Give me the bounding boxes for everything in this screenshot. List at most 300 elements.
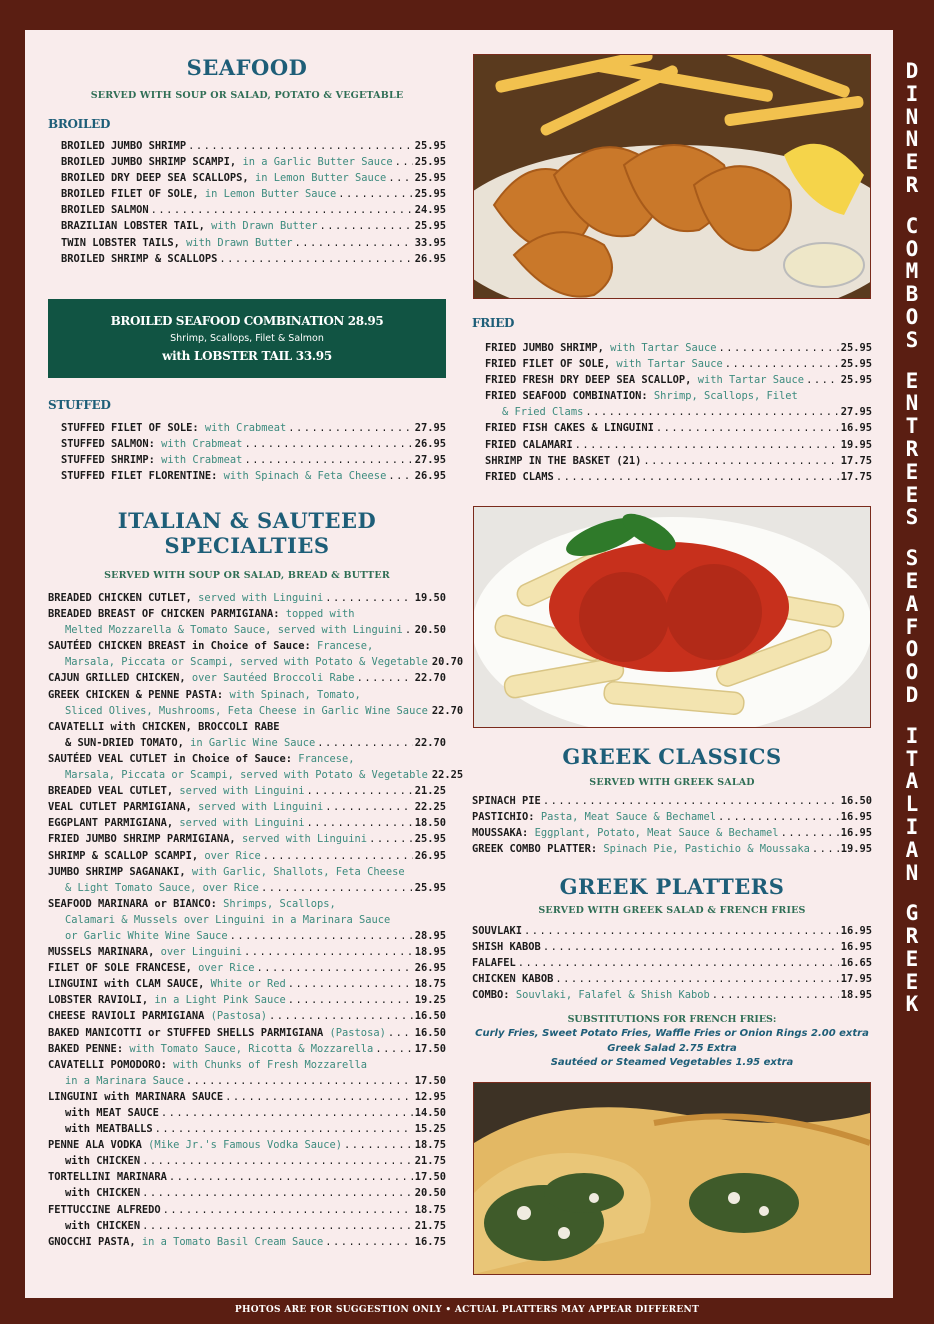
menu-item-text: [65, 880, 259, 896]
menu-item-text: [65, 912, 390, 928]
menu-item: [48, 622, 446, 638]
menu-item: [61, 420, 446, 436]
menu-item: [472, 793, 872, 809]
menu-item-name: PENNE ALA VODKA: [48, 1139, 142, 1152]
substitutions-line3: Sautéed or Steamed Vegetables 1.95 extra: [550, 1057, 794, 1068]
menu-item-text: [48, 1057, 367, 1073]
broiled-combo-box: [48, 299, 446, 378]
menu-item-name: LINGUINI with MARINARA SAUCE: [48, 1090, 224, 1103]
menu-item-text: [61, 468, 386, 484]
menu-item-desc: with Crabmeat: [161, 438, 243, 451]
menu-item-name: MUSSELS MARINARA,: [48, 946, 155, 959]
menu-item-name: STUFFED FILET OF SOLE:: [61, 422, 199, 434]
combo-lobster: with LOBSTER TAIL 33.95: [162, 349, 332, 363]
menu-item-desc: Souvlaki, Falafel & Shish Kabob: [515, 989, 710, 1002]
seafood-photo: [473, 54, 871, 299]
fried-section: [472, 316, 872, 485]
sidebar-word: [896, 370, 928, 530]
menu-item-desc: Marsala, Piccata or Scampi, served with Potato & Vegetable: [65, 656, 428, 669]
menu-item-name: FRIED CLAMS: [485, 470, 554, 483]
dot-leader: [718, 809, 839, 825]
menu-item: [472, 987, 872, 1003]
menu-item-text: [485, 420, 654, 436]
menu-item-name: BROILED JUMBO SHRIMP SCAMPI,: [61, 156, 237, 169]
sidebar-letter: R: [905, 436, 919, 461]
menu-item-name: with CHICKEN: [65, 1155, 141, 1168]
menu-item-desc: in a Garlic Butter Sauce: [242, 156, 393, 169]
menu-item-text: [65, 622, 403, 638]
menu-item: [48, 864, 446, 880]
menu-item: [48, 703, 464, 719]
sidebar-letter: G: [905, 901, 919, 926]
italian-list: [48, 590, 464, 1250]
broiled-list: [61, 138, 446, 267]
menu-item: [485, 372, 872, 388]
menu-item-text: [472, 825, 779, 841]
sidebar-letter: M: [905, 259, 919, 284]
menu-item-desc: in Garlic Wine Sauce: [190, 736, 316, 749]
sidebar-letter: R: [905, 172, 919, 197]
menu-item-text: [472, 971, 553, 987]
menu-item-desc: Marsala, Piccata or Scampi, served with Potato & Vegetable: [65, 769, 428, 782]
menu-item-desc: in a Tomato Basil Cream Sauce: [141, 1235, 324, 1248]
dot-leader: [543, 939, 839, 955]
sidebar-categories: [896, 60, 928, 1290]
sidebar-letter: O: [905, 304, 919, 329]
menu-item-price: 17.95: [840, 973, 872, 986]
menu-item: [472, 809, 872, 825]
menu-item-text: [61, 186, 336, 202]
menu-item: [48, 960, 446, 976]
menu-item-price: 18.75: [414, 1139, 446, 1152]
menu-item-price: 22.70: [414, 672, 446, 685]
menu-item-desc: served with Linguini: [179, 785, 305, 798]
menu-item-desc: with Crabmeat: [204, 422, 287, 434]
dot-leader: [375, 1041, 412, 1057]
menu-item-text: [65, 1073, 184, 1089]
menu-item-name: PASTICHIO:: [472, 811, 535, 824]
menu-item-text: [48, 1169, 167, 1185]
dot-leader: [288, 992, 413, 1008]
sidebar-letter: E: [905, 946, 919, 971]
dot-leader: [806, 372, 839, 388]
menu-item-name: SEAFOOD MARINARA or BIANCO:: [48, 897, 217, 910]
dot-leader: [225, 1089, 413, 1105]
seafood-title: SEAFOOD: [186, 55, 308, 80]
menu-item-text: [472, 923, 522, 939]
menu-item-name: SPINACH PIE: [472, 795, 541, 807]
menu-item-price: 25.95: [414, 881, 446, 894]
menu-item-price: 19.95: [840, 843, 872, 856]
menu-item-text: [65, 703, 428, 719]
menu-item: [48, 1121, 446, 1137]
dot-leader: [357, 670, 413, 686]
menu-item-text: [485, 469, 554, 485]
menu-item-text: [48, 590, 323, 606]
dot-leader: [142, 1185, 413, 1201]
menu-item-name: BREADED VEAL CUTLET,: [48, 785, 174, 798]
menu-item-price: 16.50: [414, 1010, 446, 1023]
menu-item: [48, 735, 446, 751]
menu-item-name: SAUTÉED VEAL CUTLET in Choice of Sauce:: [48, 752, 292, 765]
menu-item-price: 22.25: [431, 769, 464, 782]
menu-item: [48, 815, 446, 831]
greek-classics-title: GREEK CLASSICS: [562, 744, 782, 769]
menu-item: [48, 1234, 446, 1250]
sidebar-letter: L: [905, 792, 919, 817]
combo-title: BROILED SEAFOOD COMBINATION 28.95: [110, 314, 384, 328]
menu-item: [48, 1089, 446, 1105]
dot-leader: [269, 1008, 413, 1024]
menu-item-desc: in Lemon Butter Sauce: [254, 172, 387, 185]
menu-item-price: 22.70: [431, 704, 464, 717]
menu-item-name: STUFFED SALMON:: [61, 438, 155, 451]
menu-item-name: with MEATBALLS: [65, 1123, 153, 1136]
stuffed-section: [48, 398, 446, 484]
menu-item: [485, 420, 872, 436]
menu-item: [61, 436, 446, 452]
menu-item-desc: with Garlic, Shallots, Feta Cheese: [191, 865, 405, 878]
dot-leader: [325, 590, 412, 606]
menu-item-text: [48, 1089, 223, 1105]
menu-item: [48, 687, 446, 703]
menu-item-price: 24.95: [414, 204, 446, 217]
dot-leader: [712, 987, 839, 1003]
menu-item-desc: with Tomato Sauce, Ricotta & Mozzarella: [129, 1042, 374, 1055]
menu-item-text: [61, 170, 386, 186]
menu-item-price: 16.95: [840, 941, 872, 954]
menu-item-name: FILET OF SOLE FRANCESE,: [48, 962, 192, 975]
menu-item-price: 25.95: [840, 358, 872, 371]
menu-item-desc: served with Linguini: [179, 817, 305, 830]
menu-item: [48, 1153, 446, 1169]
menu-item: [48, 670, 446, 686]
sidebar-letter: A: [905, 769, 919, 794]
menu-item-name: GREEK CHICKEN & PENNE PASTA:: [48, 688, 224, 701]
menu-item-text: [61, 420, 286, 436]
sidebar-letter: E: [905, 150, 919, 175]
menu-item-desc: (Pastosa): [210, 1010, 267, 1023]
menu-item-text: [48, 606, 355, 622]
menu-item: [472, 841, 872, 857]
menu-item-name: BROILED FILET OF SOLE,: [61, 188, 199, 201]
menu-item: [61, 452, 446, 468]
dot-leader: [656, 420, 839, 436]
menu-item-name: STUFFED SHRIMP:: [61, 454, 155, 467]
menu-item: [48, 654, 464, 670]
menu-item-price: 19.95: [840, 438, 872, 451]
menu-item-price: 26.95: [414, 438, 446, 451]
sidebar-letter: T: [905, 414, 919, 439]
dot-leader: [556, 469, 839, 485]
menu-item-text: [48, 992, 286, 1008]
menu-item-price: 17.75: [840, 454, 872, 467]
menu-item-desc: Eggplant, Potato, Meat Sauce & Bechamel: [534, 827, 779, 840]
dot-leader: [169, 1169, 413, 1185]
menu-item-text: [472, 793, 541, 809]
menu-item-price: 18.95: [840, 989, 872, 1002]
menu-item-price: 17.50: [414, 1074, 446, 1087]
menu-item: [48, 1025, 446, 1041]
menu-item: [48, 896, 446, 912]
dot-leader: [317, 735, 412, 751]
sidebar-letter: A: [905, 591, 919, 616]
menu-item-price: 16.95: [840, 827, 872, 840]
menu-item-price: 27.95: [414, 422, 446, 434]
menu-item-desc: with Drawn Butter: [186, 236, 293, 249]
menu-item: [48, 1041, 446, 1057]
menu-item: [61, 235, 446, 251]
sidebar-letter: F: [905, 614, 919, 639]
menu-item-text: [65, 928, 228, 944]
menu-item-price: 18.75: [414, 1203, 446, 1216]
menu-item: [61, 154, 446, 170]
menu-item-name: SHISH KABOB: [472, 941, 541, 954]
menu-item-name: FRIED FRESH DRY DEEP SEA SCALLOP,: [485, 374, 692, 387]
dot-leader: [543, 793, 839, 809]
greek-classics-list: [472, 793, 872, 857]
menu-item: [48, 606, 446, 622]
menu-item-name: FRIED FILET OF SOLE,: [485, 358, 611, 371]
sidebar-letter: N: [905, 860, 919, 885]
dot-leader: [524, 923, 839, 939]
dot-leader: [388, 468, 412, 484]
menu-item-name: STUFFED FILET FLORENTINE:: [61, 470, 218, 483]
menu-item-text: [61, 154, 393, 170]
sidebar-word: [896, 215, 928, 352]
menu-item-price: 27.95: [414, 454, 446, 467]
dot-leader: [585, 404, 838, 420]
dot-leader: [575, 437, 839, 453]
greek-platters-title: GREEK PLATTERS: [559, 874, 785, 899]
menu-item: [61, 138, 446, 154]
menu-item-text: [61, 202, 149, 218]
greek-classics-section: [472, 744, 872, 857]
menu-item-price: 19.25: [414, 994, 446, 1007]
menu-item-price: 25.95: [840, 374, 872, 387]
menu-item-name: with CHICKEN: [65, 1219, 141, 1232]
menu-item: [48, 928, 446, 944]
menu-item: [48, 912, 446, 928]
sidebar-letter: D: [905, 59, 919, 83]
sidebar-word: [896, 725, 928, 885]
menu-item: [48, 976, 446, 992]
sidebar-word: [896, 902, 928, 1016]
dot-leader: [307, 783, 413, 799]
menu-item-name: BAKED MANICOTTI or STUFFED SHELLS PARMIGIANA: [48, 1026, 324, 1039]
greek-platters-subtitle: SERVED WITH GREEK SALAD & FRENCH FRIES: [538, 905, 806, 916]
menu-item-text: [485, 437, 573, 453]
menu-item-price: 21.75: [414, 1155, 446, 1168]
menu-item-name: CAJUN GRILLED CHICKEN,: [48, 672, 186, 685]
sidebar-letter: I: [905, 723, 919, 748]
menu-item-price: 25.95: [414, 833, 446, 846]
menu-item-text: [485, 388, 798, 404]
menu-item-name: FRIED FISH CAKES & LINGUINI: [485, 422, 654, 435]
menu-item-name: BROILED SHRIMP & SCALLOPS: [61, 252, 218, 265]
menu-item-name: BREADED BREAST OF CHICKEN PARMIGIANA:: [48, 608, 280, 621]
menu-item-text: [48, 1025, 386, 1041]
menu-item: [472, 955, 872, 971]
greek-platters-list: [472, 923, 872, 1003]
menu-item-desc: served with Linguini: [198, 592, 324, 604]
dot-leader: [288, 976, 413, 992]
dot-leader: [518, 955, 839, 971]
menu-item-name: CAVATELLI POMODORO:: [48, 1058, 167, 1071]
dot-leader: [219, 251, 412, 267]
menu-item: [48, 1073, 446, 1089]
sidebar-letter: E: [905, 459, 919, 484]
menu-item-desc: topped with: [285, 608, 355, 621]
sidebar-word: [896, 547, 928, 707]
dot-leader: [142, 1153, 413, 1169]
dot-leader: [643, 453, 838, 469]
dot-leader: [244, 944, 413, 960]
menu-item: [485, 453, 872, 469]
menu-item-name: LOBSTER RAVIOLI,: [48, 994, 149, 1007]
menu-item-name: FRIED JUMBO SHRIMP PARMIGIANA,: [48, 833, 236, 846]
menu-item-desc: with Crabmeat: [161, 454, 243, 467]
menu-item-desc: Shrimp, Scallops, Filet: [653, 390, 798, 403]
menu-item: [48, 848, 446, 864]
menu-item: [48, 590, 446, 606]
substitutions-heading: SUBSTITUTIONS FOR FRENCH FRIES:: [567, 1014, 777, 1025]
menu-item-text: [485, 356, 723, 372]
menu-item-desc: (Mike Jr.'s Famous Vodka Sauce): [148, 1139, 343, 1152]
menu-item-price: 28.95: [414, 929, 446, 942]
dot-leader: [244, 452, 412, 468]
menu-item-text: [65, 767, 428, 783]
sidebar-letter: E: [905, 969, 919, 994]
italian-title-line2: SPECIALTIES: [164, 533, 330, 558]
menu-item-price: 18.75: [414, 978, 446, 991]
menu-item-text: [61, 235, 292, 251]
menu-item-desc: with Tartar Sauce: [610, 342, 717, 354]
sidebar-letter: O: [905, 236, 919, 261]
sidebar-letter: T: [905, 746, 919, 771]
menu-item-name: BROILED JUMBO SHRIMP: [61, 140, 187, 152]
menu-item-text: [48, 638, 373, 654]
menu-item-desc: Sliced Olives, Mushrooms, Feta Cheese in Garlic Wine Sauce: [65, 704, 428, 717]
menu-item-text: [48, 1137, 342, 1153]
menu-item-text: [65, 1121, 153, 1137]
menu-item: [48, 992, 446, 1008]
menu-item: [48, 783, 446, 799]
menu-item-price: 25.95: [840, 342, 872, 354]
menu-item: [485, 437, 872, 453]
menu-item-price: 25.95: [414, 140, 446, 152]
dot-leader: [155, 1121, 413, 1137]
menu-item-text: [48, 976, 286, 992]
menu-item-price: 12.95: [414, 1090, 446, 1103]
sidebar-letter: C: [905, 213, 919, 238]
menu-item-desc: with Chunks of Fresh Mozzarella: [173, 1058, 368, 1071]
menu-item-desc: & Light Tomato Sauce, over Rice: [65, 881, 259, 894]
sidebar-letter: S: [905, 505, 919, 530]
menu-item-text: [48, 751, 355, 767]
menu-item: [485, 340, 872, 356]
sidebar-letter: N: [905, 104, 919, 129]
menu-item-text: [65, 1218, 140, 1234]
dot-leader: [263, 848, 413, 864]
menu-item-desc: with Drawn Butter: [211, 220, 318, 233]
italian-title-line1: ITALIAN & SAUTEED: [117, 508, 377, 533]
sidebar-letter: S: [905, 327, 919, 352]
menu-item-price: 16.75: [414, 1235, 446, 1248]
menu-item-price: 26.95: [414, 962, 446, 975]
menu-item-text: [48, 1202, 161, 1218]
menu-item-desc: Francese,: [317, 640, 374, 653]
menu-item-text: [48, 687, 361, 703]
menu-item-name: MOUSSAKA:: [472, 827, 529, 840]
broiled-heading: BROILED: [48, 117, 111, 131]
substitutions-note: [472, 1014, 872, 1071]
dot-leader: [388, 170, 412, 186]
menu-item-name: FRIED JUMBO SHRIMP,: [485, 342, 604, 354]
menu-item-text: [48, 783, 305, 799]
menu-item-price: 22.70: [414, 736, 446, 749]
menu-item: [48, 880, 446, 896]
menu-item-desc: with Tartar Sauce: [697, 374, 805, 387]
footer-disclaimer: PHOTOS ARE FOR SUGGESTION ONLY • ACTUAL PLATTERS MAY APPEAR DIFFERENT: [234, 1305, 700, 1315]
menu-item: [48, 1105, 446, 1121]
greek-platters-section: [472, 874, 872, 1003]
menu-item-name: CHEESE RAVIOLI PARMIGIANA: [48, 1010, 205, 1023]
menu-item-name: BROILED DRY DEEP SEA SCALLOPS,: [61, 172, 249, 185]
menu-item-text: [61, 452, 242, 468]
menu-item-text: [48, 1041, 373, 1057]
menu-item: [485, 388, 872, 404]
menu-item-price: 26.95: [414, 470, 446, 483]
menu-item-name: BAKED PENNE:: [48, 1042, 124, 1055]
menu-item-desc: Melted Mozzarella & Tomato Sauce, served with Linguini: [65, 624, 403, 637]
menu-item-text: [472, 955, 516, 971]
greek-classics-subtitle: SERVED WITH GREEK SALAD: [589, 777, 755, 788]
menu-item-price: 20.50: [414, 1187, 446, 1200]
sidebar-letter: E: [905, 568, 919, 593]
sidebar-letter: O: [905, 637, 919, 662]
menu-item-name: TWIN LOBSTER TAILS,: [61, 236, 180, 249]
dot-leader: [781, 825, 839, 841]
menu-item-desc: Spinach Pie, Pastichio & Moussaka: [603, 843, 810, 856]
menu-item-text: [485, 453, 641, 469]
menu-item-text: [48, 864, 405, 880]
menu-item-text: [48, 960, 254, 976]
menu-item-text: [485, 340, 716, 356]
dot-leader: [395, 154, 413, 170]
menu-item-price: 27.95: [840, 406, 872, 419]
seafood-section: [48, 55, 446, 267]
menu-item-price: 16.65: [840, 957, 872, 970]
menu-item-name: FALAFEL: [472, 957, 516, 970]
menu-item-text: [65, 1105, 159, 1121]
menu-item-name: GNOCCHI PASTA,: [48, 1235, 136, 1248]
menu-item-price: 14.50: [414, 1107, 446, 1119]
dot-leader: [161, 1105, 413, 1121]
menu-item-desc: & Fried Clams: [502, 406, 584, 419]
menu-item: [485, 469, 872, 485]
menu-item-name: LINGUINI with CLAM SAUCE,: [48, 978, 205, 991]
menu-item: [48, 751, 446, 767]
menu-item-price: 33.95: [414, 236, 446, 249]
menu-item-name: BROILED SALMON: [61, 204, 149, 217]
menu-item: [61, 186, 446, 202]
dot-leader: [288, 420, 412, 436]
menu-item-text: [472, 987, 710, 1003]
menu-item-name: EGGPLANT PARMIGIANA,: [48, 817, 174, 830]
sidebar-letter: E: [905, 482, 919, 507]
sidebar-letter: O: [905, 660, 919, 685]
